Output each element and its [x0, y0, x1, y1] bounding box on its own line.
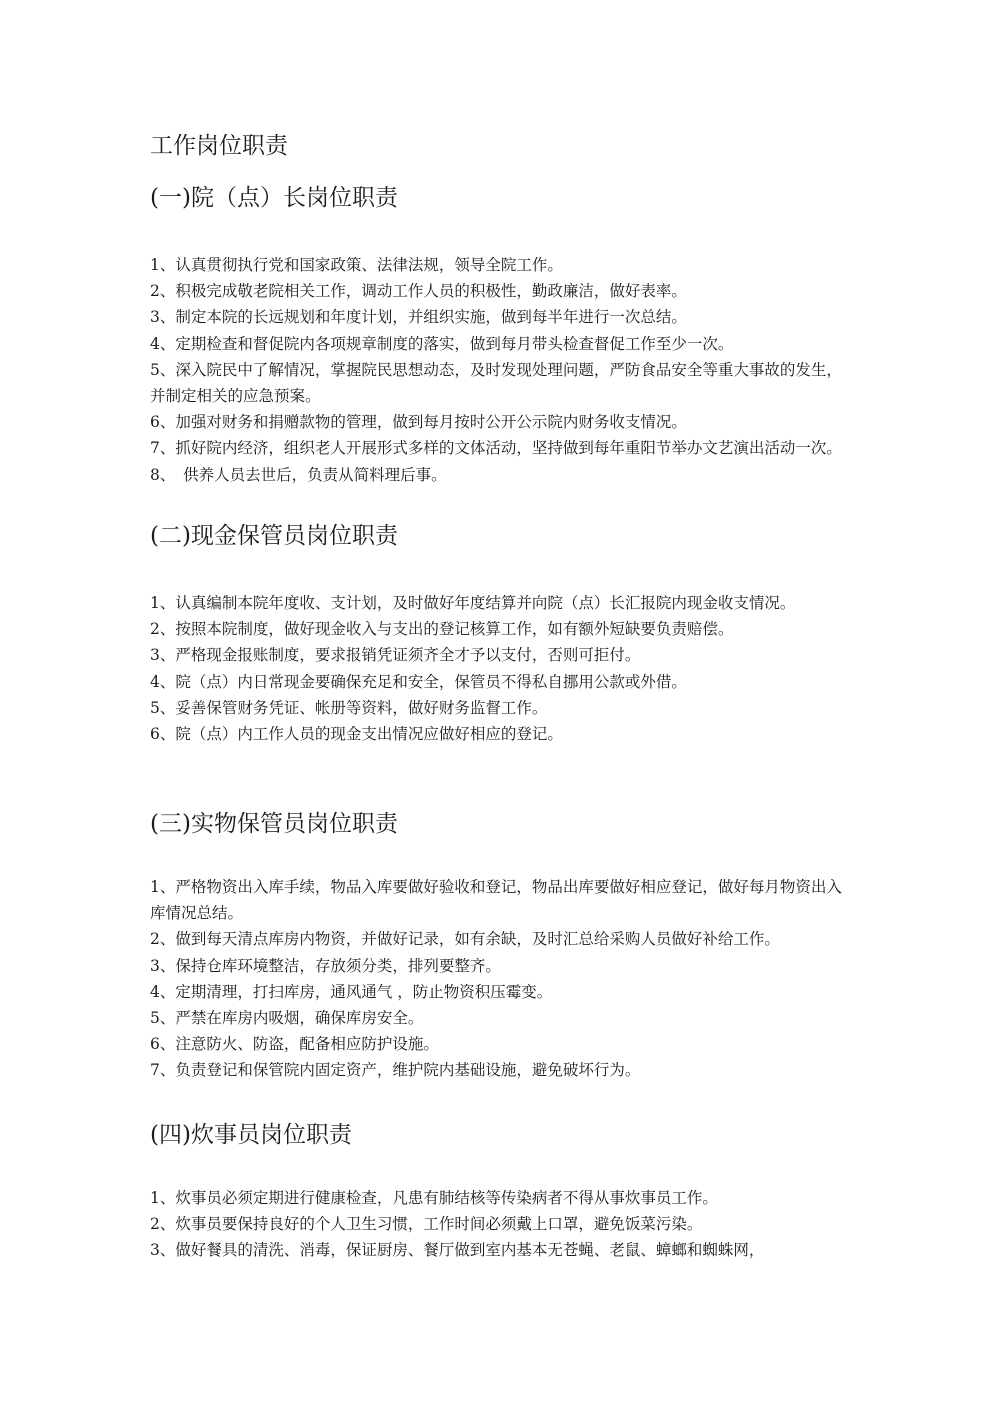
- list-item: 6、院（点）内工作人员的现金支出情况应做好相应的登记。: [150, 725, 563, 744]
- list-item: 7、抓好院内经济，组织老人开展形式多样的文体活动，坚持做到每年重阳节举办文艺演出活动一次。: [150, 439, 842, 458]
- list-item: 2、积极完成敬老院相关工作，调动工作人员的积极性，勤政廉洁，做好表率。: [150, 282, 687, 301]
- list-item: 1、认真贯彻执行党和国家政策、法律法规，领导全院工作。: [150, 256, 563, 274]
- list-item: 2、炊事员要保持良好的个人卫生习惯，工作时间必须戴上口罩，避免饭菜污染。: [150, 1215, 703, 1234]
- list-item: 1、严格物资出入库手续，物品入库要做好验收和登记，物品出库要做好相应登记，做好每月物资出入库情况总结。: [150, 878, 842, 923]
- list-item: 8、 供养人员去世后，负责从简料理后事。: [150, 465, 447, 484]
- list-item: 3、做好餐具的清洗、消毒，保证厨房、餐厅做到室内基本无苍蝇、老鼠、蟑螂和蜘蛛网，: [150, 1241, 765, 1260]
- list-item: 5、深入院民中了解情况，掌握院民思想动态，及时发现处理问题，严防食品安全等重大事故的发生，并制定相关的应急预案。: [150, 360, 842, 406]
- list-item: 4、定期检查和督促院内各项规章制度的落实，做到每月带头检查督促工作至少一次。: [150, 334, 734, 353]
- list-item: 2、按照本院制度，做好现金收入与支出的登记核算工作，如有额外短缺要负责赔偿。: [150, 620, 734, 639]
- section-heading-2: (二)现金保管员岗位职责: [150, 523, 398, 549]
- section-list-1: [150, 252, 850, 488]
- list-item: 6、加强对财务和捐赠款物的管理，做到每月按时公开公示院内财务收支情况。: [150, 413, 687, 432]
- section-list-4: [150, 1185, 850, 1264]
- list-item: 4、定期清理，打扫库房，通风通气 ，防止物资积压霉变。: [150, 982, 553, 1001]
- section-heading-1: (一)院（点）长岗位职责: [150, 185, 398, 211]
- list-item: 3、制定本院的长远规划和年度计划，并组织实施，做到每半年进行一次总结。: [150, 308, 687, 327]
- list-item: 6、注意防火、防盗，配备相应防护设施。: [150, 1035, 439, 1054]
- list-item: 3、保持仓库环境整洁，存放须分类，排列要整齐。: [150, 956, 501, 975]
- list-item: 4、院（点）内日常现金要确保充足和安全，保管员不得私自挪用公款或外借。: [150, 672, 687, 691]
- section-heading-4: (四)炊事员岗位职责: [150, 1122, 352, 1148]
- list-item: 2、做到每天清点库房内物资，并做好记录，如有余缺，及时汇总给采购人员做好补给工作。: [150, 930, 780, 949]
- document-title: 工作岗位职责: [150, 133, 288, 159]
- list-item: 3、严格现金报账制度，要求报销凭证须齐全才予以支付，否则可拒付。: [150, 646, 641, 665]
- list-item: 1、炊事员必须定期进行健康检查，凡患有肺结核等传染病者不得从事炊事员工作。: [150, 1189, 718, 1207]
- section-heading-3: (三)实物保管员岗位职责: [150, 811, 398, 837]
- list-item: 5、妥善保管财务凭证、帐册等资料，做好财务监督工作。: [150, 698, 548, 717]
- list-item: 7、负责登记和保管院内固定资产，维护院内基础设施，避免破坏行为。: [150, 1061, 641, 1080]
- section-list-3: [150, 874, 850, 1084]
- list-item: 1、认真编制本院年度收、支计划，及时做好年度结算并向院（点）长汇报院内现金收支情况。: [150, 594, 796, 612]
- section-list-2: [150, 590, 850, 747]
- list-item: 5、严禁在库房内吸烟，确保库房安全。: [150, 1009, 424, 1028]
